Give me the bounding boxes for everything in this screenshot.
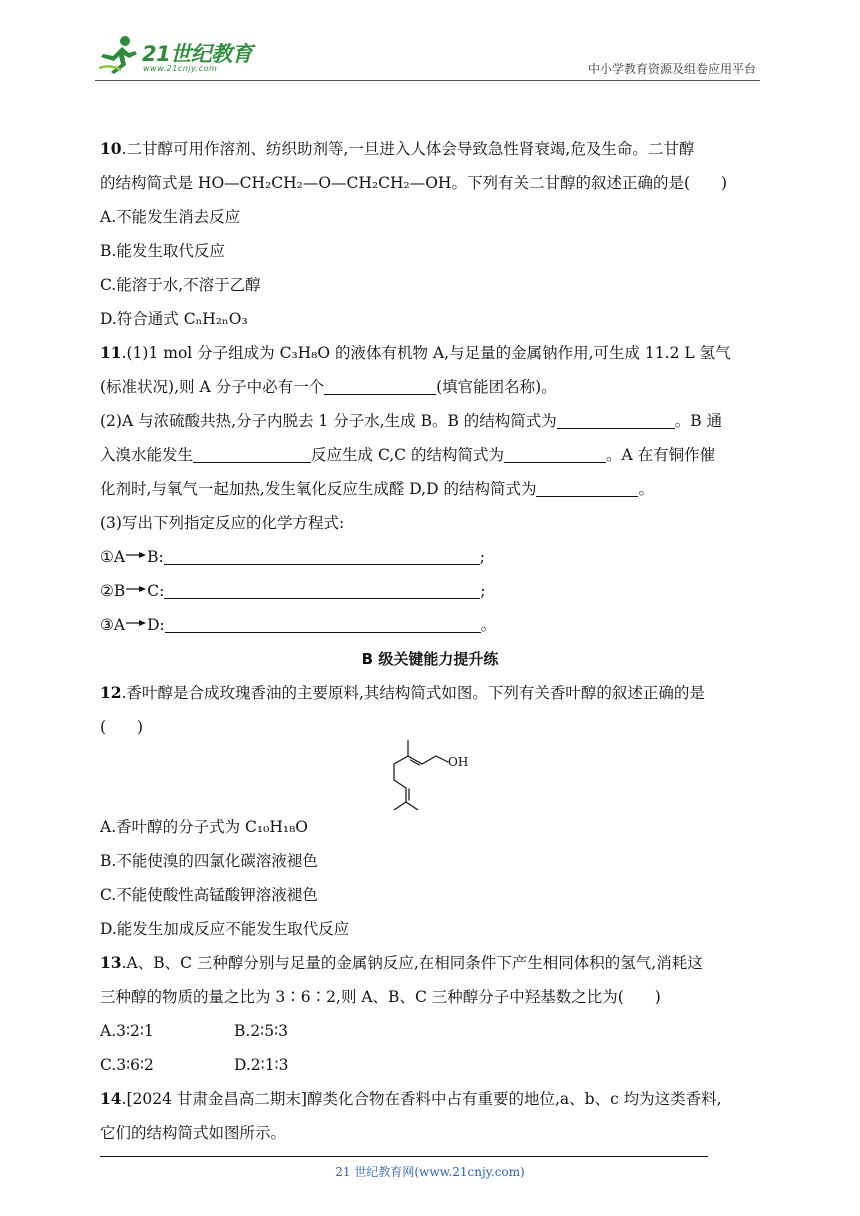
q11-part2-line-2: 入溴水能发生 反应生成 C,C 的结构简式为 。A 在有铜作催: [100, 446, 716, 464]
q10-option-d: D.符合通式 CₙH₂ₙO₃: [100, 310, 248, 328]
q10-option-c: C.能溶于水,不溶于乙醇: [100, 276, 261, 294]
answer-blank: [536, 481, 638, 497]
reaction-arrow-icon: [125, 584, 147, 594]
q13-option-d: D.2∶1∶3: [234, 1056, 289, 1074]
header-divider: [95, 80, 760, 81]
answer-blank: [193, 447, 311, 463]
answer-blank: [557, 413, 675, 429]
q11-equation-1: ①A B: ;: [100, 548, 485, 566]
q13-option-c: C.3∶6∶2: [100, 1056, 154, 1074]
logo-text: 21世纪教育: [142, 42, 253, 66]
q13-number: 13: [100, 953, 122, 972]
q10-stem-line-1: 10.二甘醇可用作溶剂、纺织助剂等,一旦进入人体会导致急性肾衰竭,危及生命。二甘醇: [100, 139, 695, 158]
q14-stem-line-2: 它们的结构简式如图所示。: [100, 1124, 287, 1142]
answer-blank: [164, 583, 480, 599]
hydroxyl-label: OH: [448, 755, 469, 769]
section-heading: B 级关键能力提升练: [361, 650, 499, 668]
q11-number: 11: [100, 343, 122, 362]
footer-divider: [100, 1156, 708, 1157]
q13-option-a: A.3∶2∶1: [100, 1022, 154, 1040]
q11-part1-line-2: (标准状况),则 A 分子中必有一个 (填官能团名称)。: [100, 378, 557, 396]
q13-option-b: B.2∶5∶3: [234, 1022, 288, 1040]
q11-part3-prompt: (3)写出下列指定反应的化学方程式:: [100, 514, 345, 532]
q10-option-b: B.能发生取代反应: [100, 242, 225, 260]
reaction-arrow-icon: [125, 550, 147, 560]
q12-stem-line-2: ( ): [100, 718, 144, 736]
reaction-arrow-icon: [125, 618, 147, 628]
q13-stem-line-2: 三种醇的物质的量之比为 3∶6∶2,则 A、B、C 三种醇分子中羟基数之比为( ): [100, 988, 661, 1006]
runner-logo-icon: [95, 34, 141, 76]
q11-equation-3: ③A D: 。: [100, 616, 497, 634]
q10-number: 10: [100, 139, 122, 158]
geraniol-structure-diagram: [370, 740, 480, 810]
q11-equation-2: ②B C: ;: [100, 582, 486, 600]
answer-blank: [164, 549, 480, 565]
q12-option-b: B.不能使溴的四氯化碳溶液褪色: [100, 852, 318, 870]
q14-stem-line-1: 14.[2024 甘肃金昌高二期末]醇类化合物在香料中占有重要的地位,a、b、c 均为这类香料,: [100, 1089, 722, 1108]
q12-option-a: A.香叶醇的分子式为 C₁₀H₁₈O: [100, 818, 308, 836]
q11-part2-line-1: (2)A 与浓硫酸共热,分子内脱去 1 分子水,生成 B。B 的结构简式为 。B 通: [100, 412, 723, 430]
header-slogan: 中小学教育资源及组卷应用平台: [587, 62, 756, 76]
page-header: [95, 32, 760, 80]
q12-option-c: C.不能使酸性高锰酸钾溶液褪色: [100, 886, 318, 904]
logo-url: www.21cnjy.com: [143, 64, 218, 73]
q12-stem-line-1: 12.香叶醇是合成玫瑰香油的主要原料,其结构简式如图。下列有关香叶醇的叙述正确的是: [100, 683, 705, 702]
q10-option-a: A.不能发生消去反应: [100, 208, 241, 226]
answer-blank: [324, 379, 436, 395]
q12-number: 12: [100, 683, 122, 702]
footer-text[interactable]: 21 世纪教育网(www.21cnjy.com): [335, 1165, 525, 1179]
q10-stem-line-2: 的结构简式是 HO—CH₂CH₂—O—CH₂CH₂—OH。下列有关二甘醇的叙述正确的是( ): [100, 174, 728, 192]
answer-blank: [165, 617, 481, 633]
q14-number: 14: [100, 1089, 122, 1108]
q12-option-d: D.能发生加成反应不能发生取代反应: [100, 920, 350, 938]
q11-part2-line-3: 化剂时,与氧气一起加热,发生氧化反应生成醛 D,D 的结构简式为 。: [100, 480, 654, 498]
site-logo[interactable]: [95, 34, 265, 76]
answer-blank: [504, 447, 606, 463]
q11-part1-line-1: 11.(1)1 mol 分子组成为 C₃H₈O 的液体有机物 A,与足量的金属钠作用,可生成 11.2 L 氢气: [100, 343, 731, 362]
q13-stem-line-1: 13.A、B、C 三种醇分别与足量的金属钠反应,在相同条件下产生相同体积的氢气,消耗这: [100, 953, 703, 972]
